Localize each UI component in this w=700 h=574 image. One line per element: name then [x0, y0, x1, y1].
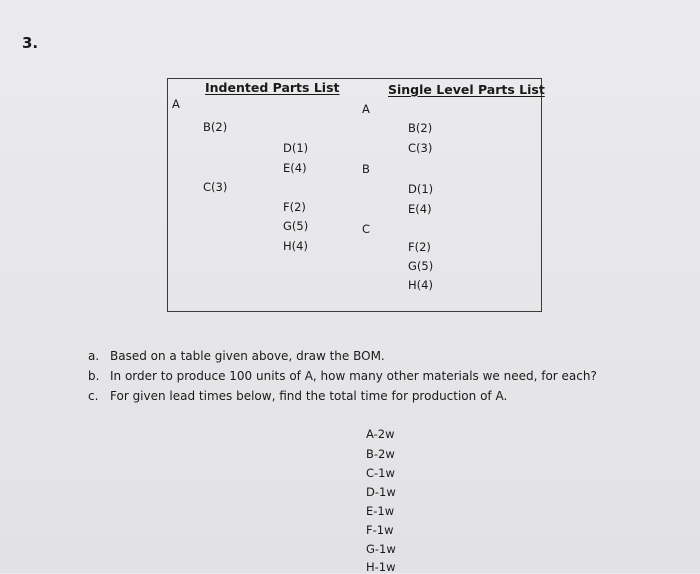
question-a-marker: a. — [88, 349, 100, 363]
question-b-marker: b. — [88, 369, 100, 383]
single-parent-c: C — [362, 222, 371, 236]
single-c-child-h: H(4) — [408, 278, 433, 292]
lead-time-e: E-1w — [366, 504, 395, 518]
indented-item-a: A — [172, 97, 180, 111]
indented-item-d: D(1) — [283, 141, 309, 155]
indented-parts-list-header: Indented Parts List — [205, 80, 340, 95]
lead-time-b: B-2w — [366, 447, 395, 461]
indented-item-b: B(2) — [203, 120, 228, 134]
indented-item-c: C(3) — [203, 180, 228, 194]
lead-time-a: A-2w — [366, 427, 395, 441]
parts-list-table — [167, 78, 542, 312]
question-c-text: For given lead times below, find the total time for production of A. — [110, 389, 508, 403]
single-b-child-e: E(4) — [408, 202, 432, 216]
single-level-parts-list-header: Single Level Parts List — [388, 82, 545, 97]
lead-time-g: G-1w — [366, 542, 396, 556]
lead-time-h: H-1w — [366, 560, 396, 574]
question-number: 3. — [22, 34, 39, 52]
single-c-child-g: G(5) — [408, 259, 434, 273]
lead-time-d: D-1w — [366, 485, 396, 499]
question-b-text: In order to produce 100 units of A, how many other materials we need, for each? — [110, 369, 597, 383]
single-c-child-f: F(2) — [408, 240, 431, 254]
single-a-child-b: B(2) — [408, 121, 433, 135]
single-parent-b: B — [362, 162, 370, 176]
single-parent-a: A — [362, 102, 370, 116]
indented-item-h: H(4) — [283, 239, 308, 253]
indented-item-f: F(2) — [283, 200, 306, 214]
lead-time-c: C-1w — [366, 466, 395, 480]
question-a-text: Based on a table given above, draw the BOM. — [110, 349, 385, 363]
indented-item-g: G(5) — [283, 219, 309, 233]
single-a-child-c: C(3) — [408, 141, 433, 155]
lead-time-f: F-1w — [366, 523, 394, 537]
single-b-child-d: D(1) — [408, 182, 434, 196]
question-c-marker: c. — [88, 389, 99, 403]
indented-item-e: E(4) — [283, 161, 307, 175]
